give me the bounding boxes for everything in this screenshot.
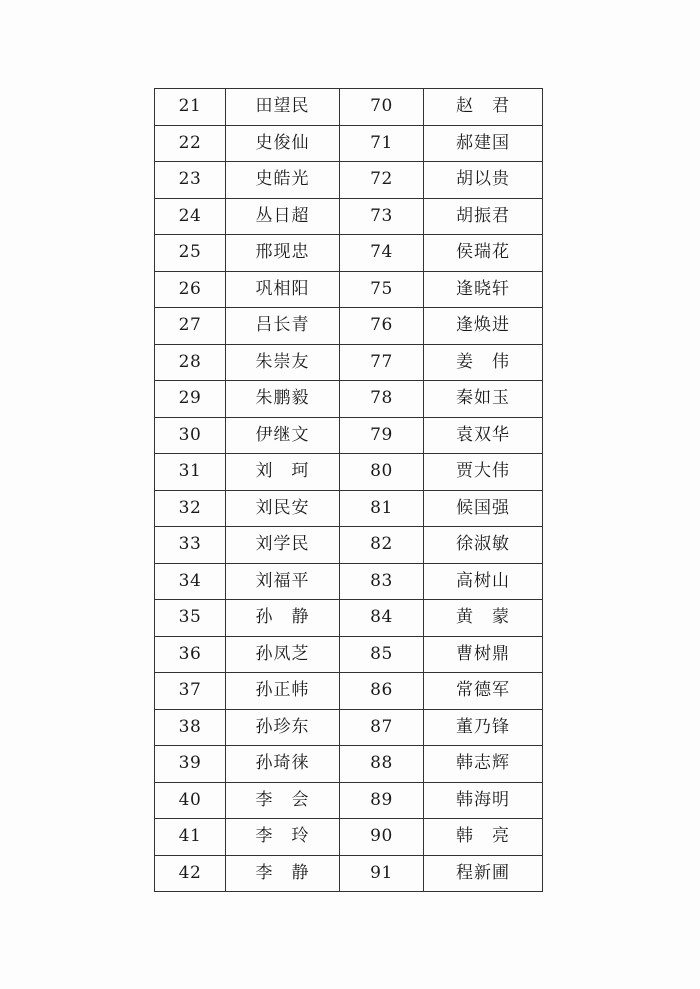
right-number-cell: 78	[340, 381, 424, 418]
left-name-cell: 孙 静	[226, 600, 340, 637]
right-name-cell: 胡以贵	[424, 162, 543, 199]
left-name-cell: 伊继文	[226, 417, 340, 454]
table-row	[155, 636, 543, 673]
right-name-cell: 赵 君	[424, 89, 543, 126]
table-row	[155, 819, 543, 856]
left-number-cell: 22	[155, 125, 226, 162]
right-number-cell: 76	[340, 308, 424, 345]
left-number-cell: 32	[155, 490, 226, 527]
left-number-cell: 34	[155, 563, 226, 600]
right-name-cell: 胡振君	[424, 198, 543, 235]
table-row	[155, 527, 543, 564]
left-name-cell: 史皓光	[226, 162, 340, 199]
right-name-cell: 侯瑞花	[424, 235, 543, 272]
left-number-cell: 24	[155, 198, 226, 235]
left-number-cell: 41	[155, 819, 226, 856]
table-row	[155, 308, 543, 345]
table-row	[155, 673, 543, 710]
right-number-cell: 73	[340, 198, 424, 235]
left-number-cell: 38	[155, 709, 226, 746]
left-number-cell: 35	[155, 600, 226, 637]
left-name-cell: 李 静	[226, 855, 340, 892]
left-number-cell: 30	[155, 417, 226, 454]
left-name-cell: 邢现忠	[226, 235, 340, 272]
right-number-cell: 83	[340, 563, 424, 600]
table-row	[155, 855, 543, 892]
left-name-cell: 田望民	[226, 89, 340, 126]
table-row	[155, 162, 543, 199]
left-name-cell: 刘民安	[226, 490, 340, 527]
right-name-cell: 郝建国	[424, 125, 543, 162]
left-number-cell: 37	[155, 673, 226, 710]
right-name-cell: 徐淑敏	[424, 527, 543, 564]
table-row	[155, 454, 543, 491]
table-row	[155, 782, 543, 819]
right-name-cell: 常德军	[424, 673, 543, 710]
right-number-cell: 72	[340, 162, 424, 199]
table-row	[155, 381, 543, 418]
left-number-cell: 23	[155, 162, 226, 199]
table-row	[155, 344, 543, 381]
left-name-cell: 朱崇友	[226, 344, 340, 381]
right-name-cell: 程新圃	[424, 855, 543, 892]
right-number-cell: 82	[340, 527, 424, 564]
left-name-cell: 刘福平	[226, 563, 340, 600]
right-name-cell: 逢焕进	[424, 308, 543, 345]
table-row	[155, 490, 543, 527]
left-number-cell: 25	[155, 235, 226, 272]
right-name-cell: 韩 亮	[424, 819, 543, 856]
right-name-cell: 候国强	[424, 490, 543, 527]
right-name-cell: 袁双华	[424, 417, 543, 454]
name-roster-table	[154, 88, 543, 892]
right-number-cell: 88	[340, 746, 424, 783]
table-row	[155, 271, 543, 308]
table-row	[155, 125, 543, 162]
right-name-cell: 高树山	[424, 563, 543, 600]
left-name-cell: 巩相阳	[226, 271, 340, 308]
left-name-cell: 孙琦徕	[226, 746, 340, 783]
left-number-cell: 21	[155, 89, 226, 126]
right-number-cell: 90	[340, 819, 424, 856]
right-number-cell: 70	[340, 89, 424, 126]
table-row	[155, 89, 543, 126]
left-number-cell: 31	[155, 454, 226, 491]
left-name-cell: 吕长青	[226, 308, 340, 345]
right-name-cell: 韩志辉	[424, 746, 543, 783]
right-name-cell: 姜 伟	[424, 344, 543, 381]
right-number-cell: 89	[340, 782, 424, 819]
right-name-cell: 贾大伟	[424, 454, 543, 491]
right-number-cell: 71	[340, 125, 424, 162]
left-number-cell: 33	[155, 527, 226, 564]
table-row	[155, 709, 543, 746]
right-name-cell: 董乃锋	[424, 709, 543, 746]
left-name-cell: 孙珍东	[226, 709, 340, 746]
left-name-cell: 丛日超	[226, 198, 340, 235]
right-number-cell: 80	[340, 454, 424, 491]
left-name-cell: 李 会	[226, 782, 340, 819]
left-number-cell: 42	[155, 855, 226, 892]
right-name-cell: 曹树鼎	[424, 636, 543, 673]
right-number-cell: 87	[340, 709, 424, 746]
left-name-cell: 朱鹏毅	[226, 381, 340, 418]
right-name-cell: 秦如玉	[424, 381, 543, 418]
left-name-cell: 孙正帏	[226, 673, 340, 710]
table-row	[155, 235, 543, 272]
left-number-cell: 40	[155, 782, 226, 819]
right-number-cell: 77	[340, 344, 424, 381]
right-number-cell: 81	[340, 490, 424, 527]
left-number-cell: 36	[155, 636, 226, 673]
right-number-cell: 84	[340, 600, 424, 637]
left-number-cell: 39	[155, 746, 226, 783]
right-number-cell: 75	[340, 271, 424, 308]
left-name-cell: 李 玲	[226, 819, 340, 856]
left-number-cell: 27	[155, 308, 226, 345]
right-name-cell: 韩海明	[424, 782, 543, 819]
left-name-cell: 刘学民	[226, 527, 340, 564]
right-number-cell: 86	[340, 673, 424, 710]
table-row	[155, 746, 543, 783]
left-number-cell: 28	[155, 344, 226, 381]
table-row	[155, 417, 543, 454]
right-name-cell: 黄 蒙	[424, 600, 543, 637]
right-number-cell: 85	[340, 636, 424, 673]
right-number-cell: 74	[340, 235, 424, 272]
right-number-cell: 79	[340, 417, 424, 454]
table-row	[155, 600, 543, 637]
left-name-cell: 刘 珂	[226, 454, 340, 491]
roster-table-body	[155, 89, 543, 892]
right-number-cell: 91	[340, 855, 424, 892]
table-row	[155, 563, 543, 600]
left-name-cell: 孙凤芝	[226, 636, 340, 673]
left-name-cell: 史俊仙	[226, 125, 340, 162]
table-row	[155, 198, 543, 235]
left-number-cell: 29	[155, 381, 226, 418]
right-name-cell: 逢晓轩	[424, 271, 543, 308]
left-number-cell: 26	[155, 271, 226, 308]
